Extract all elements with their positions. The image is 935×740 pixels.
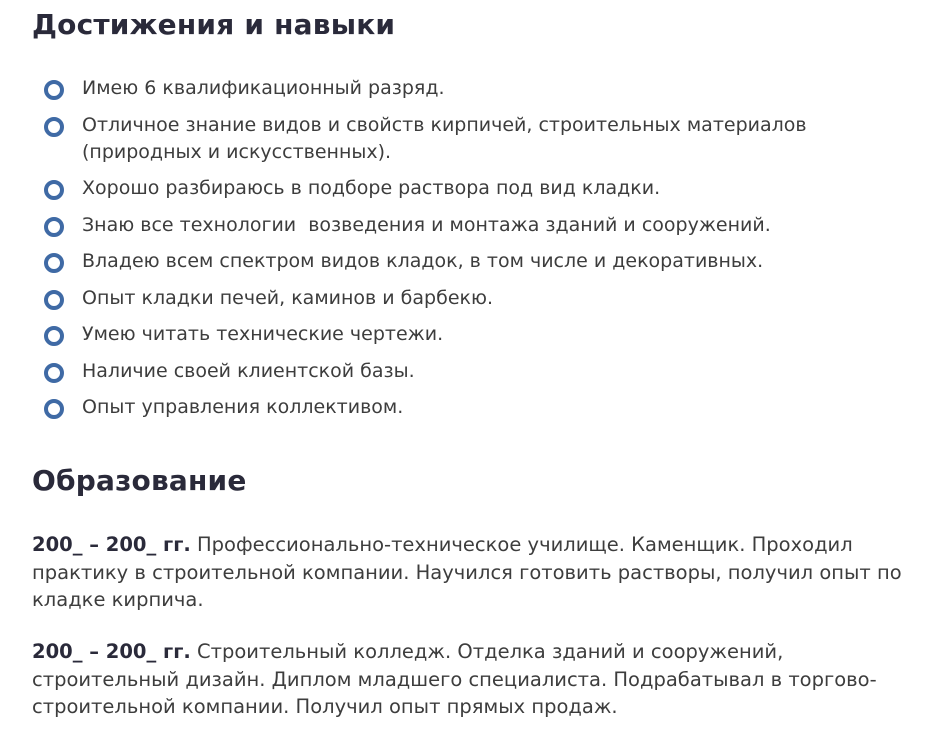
circle-bullet-icon <box>44 117 64 137</box>
skill-text: Опыт управления коллективом. <box>82 396 404 418</box>
skill-text: Имею 6 квалификационный разряд. <box>82 77 445 99</box>
skills-heading: Достижения и навыки <box>32 8 396 41</box>
circle-bullet-icon <box>44 80 64 100</box>
skill-text: Наличие своей клиентской базы. <box>82 359 415 382</box>
education-description: Строительный колледж. Отделка зданий и сооружений, строительный дизайн. Диплом младшего специалиста. Подрабатывал в торгово-строительной компании. Получил опыт прямых продаж. <box>32 640 877 718</box>
circle-bullet-icon <box>44 399 64 419</box>
list-item <box>44 212 924 239</box>
circle-bullet-icon <box>44 253 64 273</box>
list-item <box>44 75 924 102</box>
circle-bullet-icon <box>44 290 64 310</box>
list-item <box>44 358 924 385</box>
skill-text: Умею читать технические чертежи. <box>82 323 444 345</box>
education-years: 200_ – 200_ гг. <box>32 533 191 556</box>
list-item <box>44 394 924 421</box>
list-item <box>44 175 924 202</box>
skill-text: Знаю все технологии возведения и монтажа зданий и сооружений. <box>82 213 771 236</box>
skill-text: Владею всем спектром видов кладок, в том числе и декоративных. <box>82 250 764 272</box>
skill-text: Опыт кладки печей, каминов и барбекю. <box>82 286 494 309</box>
circle-bullet-icon <box>44 180 64 200</box>
list-item <box>44 285 924 312</box>
education-years: 200_ – 200_ гг. <box>32 640 191 663</box>
skills-list <box>44 75 924 431</box>
education-entry <box>32 638 932 721</box>
list-item <box>44 321 924 348</box>
education-description: Профессионально-техническое училище. Каменщик. Проходил практику в строительной компании. Научился готовить растворы, получил опыт по кладке кирпича. <box>32 533 902 611</box>
skill-text: Хорошо разбираюсь в подборе раствора под вид кладки. <box>82 177 661 199</box>
circle-bullet-icon <box>44 326 64 346</box>
education-entry <box>32 531 932 614</box>
circle-bullet-icon <box>44 363 64 383</box>
list-item <box>44 248 924 275</box>
list-item <box>44 112 882 166</box>
circle-bullet-icon <box>44 217 64 237</box>
skill-text: Отличное знание видов и свойств кирпичей, строительных материалов (природных и искусственных). <box>82 113 807 163</box>
education-heading: Образование <box>32 464 247 497</box>
